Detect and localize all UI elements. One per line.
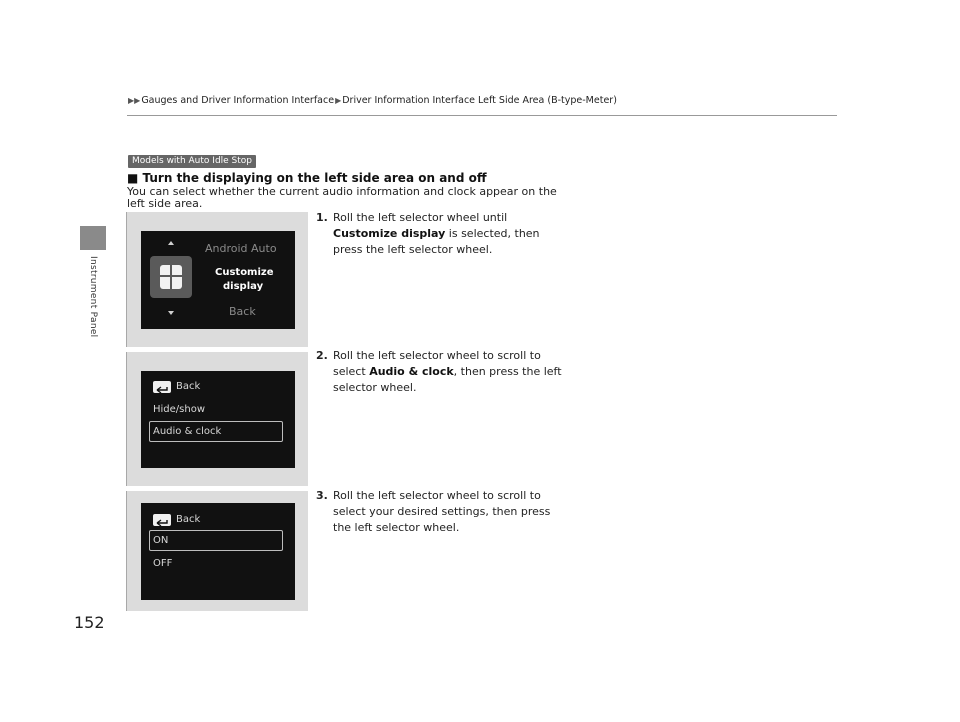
breadcrumb-part-1[interactable]: Gauges and Driver Information Interface	[141, 95, 335, 106]
menu-item-back: Back	[176, 381, 201, 392]
screen-illustration-3	[126, 491, 308, 611]
step-text: Roll the left selector wheel until	[333, 211, 508, 224]
menu-item-audio-clock: Audio & clock	[153, 426, 222, 437]
menu-item-back: Back	[176, 514, 201, 525]
intro-text: You can select whether the current audio information and clock appear on the left side area.	[127, 185, 557, 210]
arrow-right-icon: ▶▶	[128, 96, 141, 105]
step-text: , then press the left selector wheel.	[333, 365, 562, 394]
step-text: Roll the left selector wheel to scroll to select	[333, 349, 541, 378]
sidebar-section-label: Instrument Panel	[88, 256, 98, 338]
step-3	[316, 488, 564, 536]
menu-item-android-auto: Android Auto	[205, 242, 277, 255]
header-divider	[127, 115, 837, 116]
step-bold-term: Customize display	[333, 227, 446, 240]
customize-display-icon	[150, 256, 192, 298]
arrow-right-icon: ▶	[335, 96, 342, 105]
step-number: 2.	[316, 349, 328, 362]
meter-display-1	[141, 231, 295, 329]
menu-item-back: Back	[229, 305, 256, 318]
step-number: 1.	[316, 211, 328, 224]
step-2	[316, 348, 564, 396]
menu-item-on: ON	[153, 535, 169, 546]
menu-item-off: OFF	[153, 558, 173, 569]
model-badge: Models with Auto Idle Stop	[128, 155, 256, 168]
section-tab-marker	[80, 226, 106, 250]
step-1	[316, 210, 564, 258]
arrow-up-icon	[166, 239, 176, 247]
menu-item-customize-line2: display	[223, 281, 264, 292]
section-heading: ■ Turn the displaying on the left side area on and off	[127, 171, 487, 185]
step-text: Roll the left selector wheel to scroll to select your desired settings, then press the left selector wheel.	[333, 489, 551, 534]
back-icon	[153, 514, 171, 526]
meter-display-3	[141, 503, 295, 600]
arrow-down-icon	[166, 309, 176, 317]
screen-illustration-1	[126, 212, 308, 347]
menu-item-customize-line1: Customize	[215, 267, 274, 278]
meter-display-2	[141, 371, 295, 468]
selection-highlight	[149, 530, 283, 551]
screen-illustration-2	[126, 352, 308, 486]
menu-item-hide-show: Hide/show	[153, 404, 206, 415]
step-bold-term: Audio & clock	[369, 365, 454, 378]
step-number: 3.	[316, 489, 328, 502]
breadcrumb-part-2[interactable]: Driver Information Interface Left Side Area (B-type-Meter)	[342, 95, 617, 106]
page-number: 152	[74, 613, 105, 632]
breadcrumb	[127, 95, 617, 106]
back-icon	[153, 381, 171, 393]
step-text: is selected, then press the left selector wheel.	[333, 227, 540, 256]
